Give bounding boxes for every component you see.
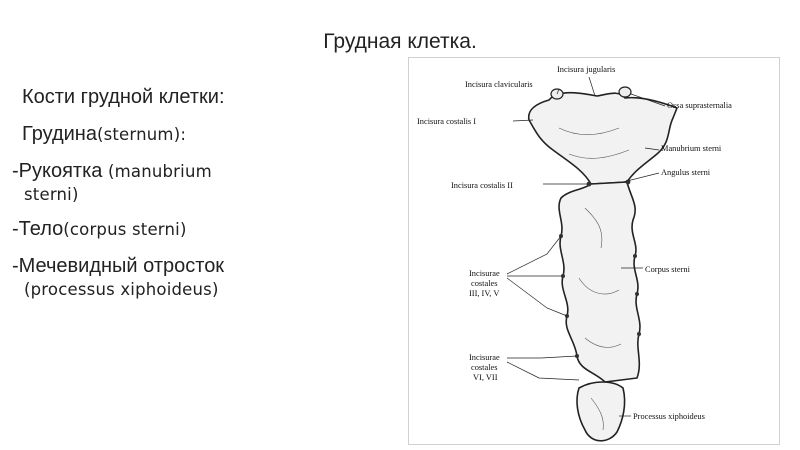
text-content (12, 84, 402, 312)
xiphoid-shape (577, 382, 625, 441)
manubrium-line (12, 158, 402, 205)
label-ossa-suprasternalia: Ossa suprasternalia (667, 101, 732, 110)
label-processus-xiphoideus: Processus xiphoideus (633, 412, 705, 421)
corpus-shape (559, 182, 640, 382)
manubrium-ru: -Рукоятка (12, 160, 103, 182)
label-incisurae-costales-a-2: costales (471, 279, 498, 288)
xiphoid-la: (processus xiphoideus) (24, 280, 219, 300)
ossa-suprasternalia-right (619, 87, 631, 97)
label-incisura-costalis-2: Incisura costalis II (451, 181, 513, 190)
label-incisura-costalis-1: Incisura costalis I (417, 117, 477, 126)
label-incisurae-costales-a-1: Incisurae (469, 269, 500, 278)
body-la: (corpus sterni) (63, 220, 187, 240)
sternum-line (12, 121, 402, 147)
heading-bones: Кости грудной клетки: (22, 86, 225, 108)
xiphoid-ru: -Мечевидный отросток (12, 255, 225, 278)
label-corpus-sterni: Corpus sterni (645, 265, 690, 274)
label-incisurae-costales-b-3: VI, VII (473, 373, 498, 382)
sternum-svg (409, 58, 779, 444)
manubrium-la-b: sterni) (24, 185, 79, 204)
label-manubrium-sterni: Manubrium sterni (661, 144, 722, 153)
label-incisura-jugularis: Incisura jugularis (557, 65, 616, 74)
label-incisurae-costales-b-2: costales (471, 363, 498, 372)
body-ru: -Тело (12, 218, 64, 241)
label-angulus-sterni: Angulus sterni (661, 168, 711, 177)
label-incisurae-costales-a-3: III, IV, V (469, 289, 500, 298)
manubrium-shape (529, 93, 677, 184)
sternum-ru: Грудина (22, 123, 97, 145)
body-line (12, 216, 402, 242)
sternum-la: (sternum): (96, 125, 187, 144)
sternum-illustration (408, 57, 780, 445)
manubrium-la-a: (manubrium (107, 162, 212, 181)
xiphoid-line (12, 253, 402, 300)
label-incisura-clavicularis: Incisura clavicularis (465, 80, 533, 89)
slide-title: Грудная клетка. (323, 30, 477, 53)
label-incisurae-costales-b-1: Incisurae (469, 353, 500, 362)
